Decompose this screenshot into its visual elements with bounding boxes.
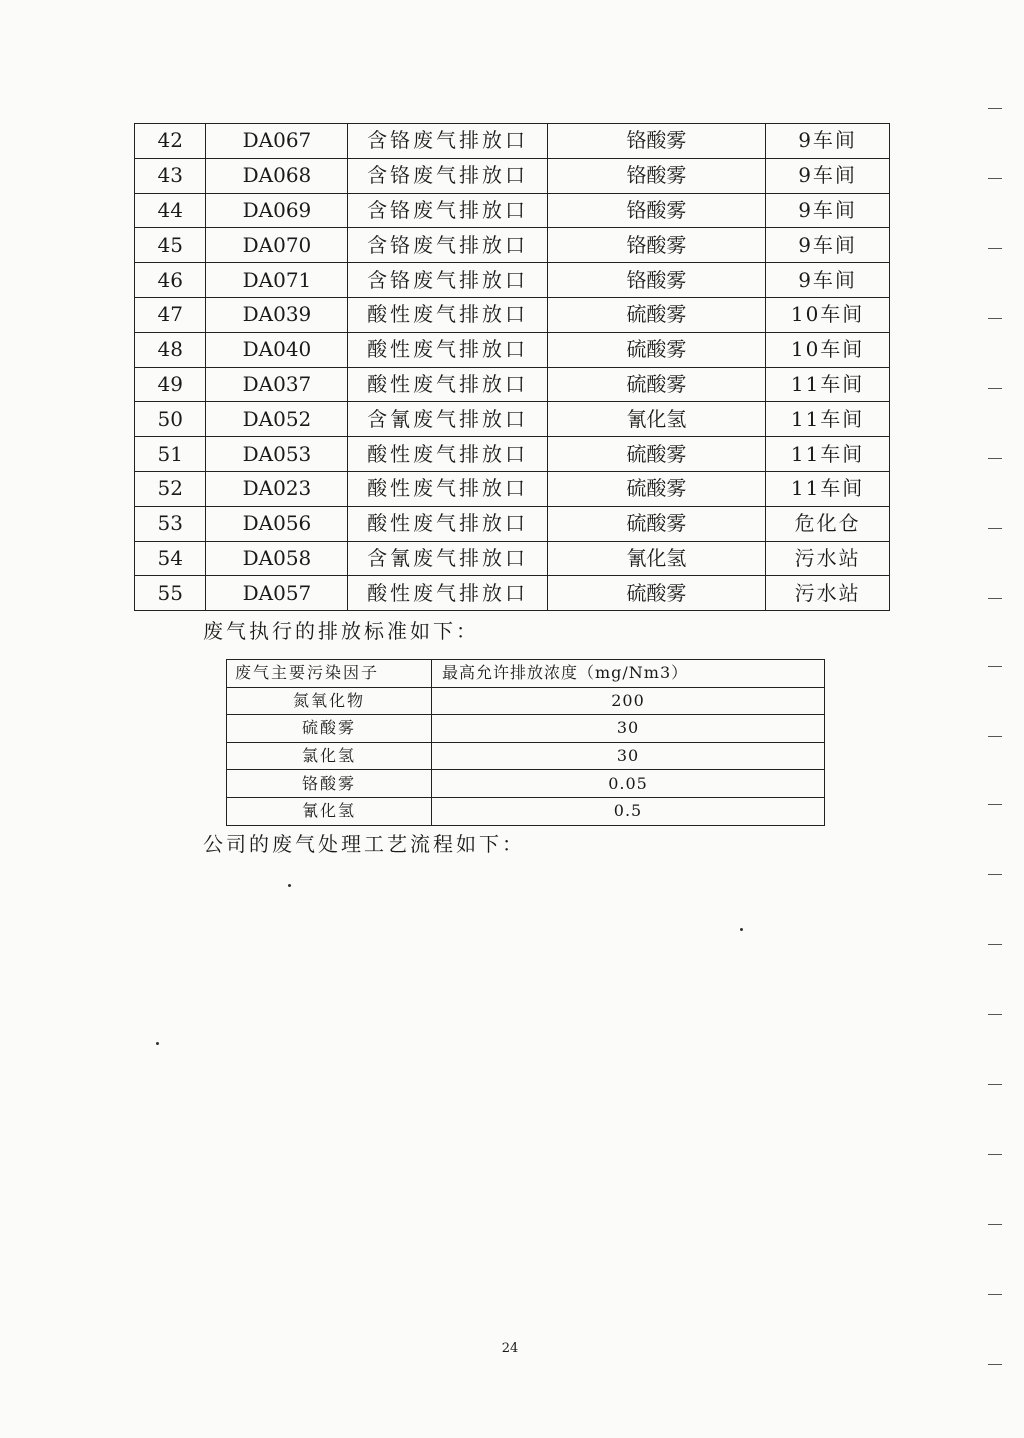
- outlet-name: 含铬废气排放口: [348, 228, 547, 263]
- row-number: 55: [135, 576, 206, 611]
- outlet-code: DA040: [206, 332, 348, 367]
- concentration-limit: 0.05: [432, 770, 825, 798]
- process-intro-text: 公司的废气处理工艺流程如下：: [203, 832, 525, 856]
- row-number: 50: [135, 402, 206, 437]
- outlet-code: DA067: [206, 124, 348, 159]
- table-row: [135, 263, 890, 298]
- outlet-name: 含铬废气排放口: [348, 124, 547, 159]
- scan-edge-mark: [988, 874, 1002, 875]
- outlet-code: DA037: [206, 367, 348, 402]
- location: 11车间: [766, 471, 890, 506]
- concentration-limit: 200: [432, 687, 825, 715]
- table-row: [135, 541, 890, 576]
- outlet-name: 酸性废气排放口: [348, 367, 547, 402]
- outlet-name: 酸性废气排放口: [348, 437, 547, 472]
- scan-edge-mark: [988, 1224, 1002, 1225]
- scan-edge-mark: [988, 666, 1002, 667]
- table-row: [227, 770, 825, 798]
- scan-edge-mark: [988, 388, 1002, 389]
- concentration-limit: 30: [432, 715, 825, 743]
- pollutant: 氰化氢: [547, 402, 765, 437]
- row-number: 53: [135, 506, 206, 541]
- scan-edge-mark: [988, 528, 1002, 529]
- scan-edge-mark: [988, 108, 1002, 109]
- pollutant: 硫酸雾: [547, 437, 765, 472]
- table-row: [135, 367, 890, 402]
- concentration-limit: 0.5: [432, 797, 825, 825]
- scan-edge-mark: [988, 1364, 1002, 1365]
- outlet-name: 含铬废气排放口: [348, 263, 547, 298]
- outlet-name: 酸性废气排放口: [348, 471, 547, 506]
- outlet-name: 含铬废气排放口: [348, 158, 547, 193]
- row-number: 45: [135, 228, 206, 263]
- location: 9车间: [766, 193, 890, 228]
- outlet-code: DA069: [206, 193, 348, 228]
- scan-edge-mark: [988, 944, 1002, 945]
- table-row: [135, 506, 890, 541]
- outlet-name: 酸性废气排放口: [348, 506, 547, 541]
- scan-edge-mark: [988, 736, 1002, 737]
- pollutant: 氰化氢: [547, 541, 765, 576]
- pollutant: 硫酸雾: [547, 471, 765, 506]
- scan-edge-mark: [988, 248, 1002, 249]
- pollutant: 硫酸雾: [547, 576, 765, 611]
- pollution-factor: 硫酸雾: [227, 715, 432, 743]
- location: 10车间: [766, 332, 890, 367]
- scan-edge-mark: [988, 1154, 1002, 1155]
- location: 9车间: [766, 228, 890, 263]
- outlet-code: DA023: [206, 471, 348, 506]
- row-number: 46: [135, 263, 206, 298]
- location: 9车间: [766, 158, 890, 193]
- pollutant: 硫酸雾: [547, 367, 765, 402]
- emission-standards-table: [226, 659, 825, 826]
- table-row: [135, 193, 890, 228]
- row-number: 49: [135, 367, 206, 402]
- scan-speck: [740, 928, 743, 931]
- table-row: [135, 158, 890, 193]
- table-row: [227, 797, 825, 825]
- scan-edge-mark: [988, 178, 1002, 179]
- pollutant: 硫酸雾: [547, 332, 765, 367]
- scan-edge-mark: [988, 804, 1002, 805]
- outlet-code: DA052: [206, 402, 348, 437]
- location: 11车间: [766, 437, 890, 472]
- pollution-factor: 氮氧化物: [227, 687, 432, 715]
- scan-edge-mark: [988, 458, 1002, 459]
- location: 污水站: [766, 576, 890, 611]
- location: 10车间: [766, 297, 890, 332]
- scan-edge-mark: [988, 1294, 1002, 1295]
- pollutant: 铬酸雾: [547, 263, 765, 298]
- header-limit: 最高允许排放浓度（mg/Nm3）: [432, 660, 825, 688]
- outlet-code: DA058: [206, 541, 348, 576]
- location: 9车间: [766, 263, 890, 298]
- pollution-factor: 氯化氢: [227, 742, 432, 770]
- outlet-name: 酸性废气排放口: [348, 297, 547, 332]
- outlet-name: 含氰废气排放口: [348, 541, 547, 576]
- row-number: 51: [135, 437, 206, 472]
- table-row: [227, 687, 825, 715]
- outlet-name: 酸性废气排放口: [348, 332, 547, 367]
- location: 污水站: [766, 541, 890, 576]
- header-factor: 废气主要污染因子: [227, 660, 432, 688]
- pollutant: 硫酸雾: [547, 297, 765, 332]
- row-number: 42: [135, 124, 206, 159]
- row-number: 43: [135, 158, 206, 193]
- scan-speck: [288, 884, 291, 887]
- pollutant: 铬酸雾: [547, 228, 765, 263]
- table-row: [135, 437, 890, 472]
- pollution-factor: 铬酸雾: [227, 770, 432, 798]
- scan-speck: [156, 1042, 159, 1045]
- scan-edge-mark: [988, 598, 1002, 599]
- table-row: [135, 576, 890, 611]
- outlet-code: DA056: [206, 506, 348, 541]
- pollutant: 硫酸雾: [547, 506, 765, 541]
- table-row: [135, 471, 890, 506]
- outlet-code: DA057: [206, 576, 348, 611]
- concentration-limit: 30: [432, 742, 825, 770]
- pollutant: 铬酸雾: [547, 124, 765, 159]
- table-row: [135, 297, 890, 332]
- location: 9车间: [766, 124, 890, 159]
- standards-intro-text: 废气执行的排放标准如下：: [203, 619, 479, 643]
- row-number: 52: [135, 471, 206, 506]
- outlet-name: 含铬废气排放口: [348, 193, 547, 228]
- row-number: 54: [135, 541, 206, 576]
- row-number: 44: [135, 193, 206, 228]
- pollution-factor: 氰化氢: [227, 797, 432, 825]
- table-row: [227, 742, 825, 770]
- table-row: [135, 228, 890, 263]
- row-number: 47: [135, 297, 206, 332]
- scan-edge-mark: [988, 1084, 1002, 1085]
- outlets-table: [134, 123, 890, 611]
- outlet-code: DA068: [206, 158, 348, 193]
- table-header-row: [227, 660, 825, 688]
- outlet-name: 酸性废气排放口: [348, 576, 547, 611]
- page-number: 24: [501, 1341, 519, 1356]
- table-row: [135, 124, 890, 159]
- location: 危化仓: [766, 506, 890, 541]
- location: 11车间: [766, 402, 890, 437]
- outlet-code: DA039: [206, 297, 348, 332]
- outlet-code: DA070: [206, 228, 348, 263]
- table-row: [135, 332, 890, 367]
- table-row: [135, 402, 890, 437]
- scan-edge-mark: [988, 318, 1002, 319]
- pollutant: 铬酸雾: [547, 158, 765, 193]
- location: 11车间: [766, 367, 890, 402]
- outlet-code: DA053: [206, 437, 348, 472]
- outlet-code: DA071: [206, 263, 348, 298]
- pollutant: 铬酸雾: [547, 193, 765, 228]
- scan-edge-mark: [988, 1014, 1002, 1015]
- table-row: [227, 715, 825, 743]
- row-number: 48: [135, 332, 206, 367]
- outlet-name: 含氰废气排放口: [348, 402, 547, 437]
